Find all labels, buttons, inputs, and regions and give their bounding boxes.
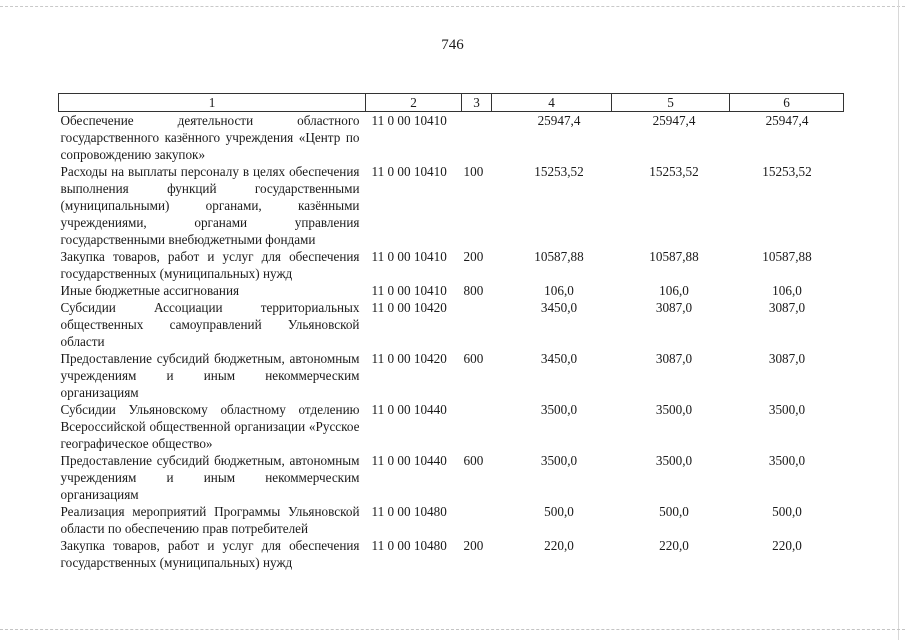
row-value-4: 220,0 bbox=[544, 538, 574, 553]
row-code: 11 0 00 10420 bbox=[371, 300, 447, 315]
row-value-4: 3500,0 bbox=[540, 453, 578, 468]
row-name: Субсидии Ульяновскому областному отделению Всероссийской общественной организации «Русское географическое общество» bbox=[60, 402, 360, 451]
row-code: 11 0 00 10480 bbox=[371, 504, 447, 519]
row-name: Предоставление субсидий бюджетным, автономным учреждениям и иным некоммерческим организациям bbox=[60, 453, 360, 502]
row-value-5: 3500,0 bbox=[655, 402, 693, 417]
table-row bbox=[59, 401, 844, 452]
row-value-5: 500,0 bbox=[659, 504, 689, 519]
row-value-5: 3087,0 bbox=[655, 300, 693, 315]
row-name: Реализация мероприятий Программы Ульяновской области по обеспечению прав потребителей bbox=[60, 504, 360, 536]
row-value-5: 3087,0 bbox=[655, 351, 693, 366]
row-value-4: 106,0 bbox=[544, 283, 574, 298]
row-expense-type: 200 bbox=[463, 249, 484, 264]
row-value-4: 3450,0 bbox=[540, 351, 578, 366]
row-value-4: 25947,4 bbox=[537, 113, 581, 128]
row-name: Закупка товаров, работ и услуг для обеспечения государственных (муниципальных) нужд bbox=[60, 249, 360, 281]
row-name: Предоставление субсидий бюджетным, автономным учреждениям и иным некоммерческим организациям bbox=[60, 351, 360, 400]
row-value-4: 3450,0 bbox=[540, 300, 578, 315]
row-code: 11 0 00 10440 bbox=[371, 402, 447, 417]
table-row bbox=[59, 282, 844, 299]
row-code: 11 0 00 10410 bbox=[371, 113, 447, 128]
header-cell-6: 6 bbox=[730, 94, 844, 112]
table-header-row bbox=[59, 94, 844, 112]
header-cell-2: 2 bbox=[366, 94, 462, 112]
header-cell-5: 5 bbox=[612, 94, 730, 112]
table-row bbox=[59, 163, 844, 248]
row-expense-type bbox=[462, 112, 492, 164]
row-name: Обеспечение деятельности областного государственного казённого учреждения «Центр по сопровождению закупок» bbox=[60, 113, 360, 162]
row-value-6: 220,0 bbox=[772, 538, 802, 553]
row-value-4: 15253,52 bbox=[534, 164, 584, 179]
row-code: 11 0 00 10410 bbox=[371, 283, 447, 298]
table-row bbox=[59, 537, 844, 571]
row-value-6: 15253,52 bbox=[762, 164, 812, 179]
row-code: 11 0 00 10410 bbox=[371, 164, 447, 179]
row-value-6: 3087,0 bbox=[768, 351, 806, 366]
table-row bbox=[59, 248, 844, 282]
header-cell-4: 4 bbox=[492, 94, 612, 112]
row-value-4: 10587,88 bbox=[534, 249, 584, 264]
row-value-6: 3500,0 bbox=[768, 402, 806, 417]
row-value-5: 15253,52 bbox=[649, 164, 699, 179]
row-expense-type bbox=[462, 401, 492, 452]
row-value-5: 25947,4 bbox=[652, 113, 696, 128]
row-expense-type: 200 bbox=[463, 538, 484, 553]
scan-edge-top bbox=[0, 6, 905, 7]
row-name: Субсидии Ассоциации территориальных общественных самоуправлений Ульяновской области bbox=[60, 300, 360, 349]
row-expense-type: 100 bbox=[463, 164, 484, 179]
row-value-4: 3500,0 bbox=[540, 402, 578, 417]
row-code: 11 0 00 10410 bbox=[371, 249, 447, 264]
row-value-6: 500,0 bbox=[772, 504, 802, 519]
header-cell-1: 1 bbox=[59, 94, 366, 112]
row-code: 11 0 00 10480 bbox=[371, 538, 447, 553]
row-expense-type bbox=[462, 503, 492, 537]
table-row bbox=[59, 503, 844, 537]
row-value-5: 3500,0 bbox=[655, 453, 693, 468]
table-row bbox=[59, 299, 844, 350]
row-name: Иные бюджетные ассигнования bbox=[60, 283, 240, 298]
row-expense-type: 800 bbox=[463, 283, 484, 298]
row-value-6: 3087,0 bbox=[768, 300, 806, 315]
row-code: 11 0 00 10440 bbox=[371, 453, 447, 468]
row-name: Закупка товаров, работ и услуг для обеспечения государственных (муниципальных) нужд bbox=[60, 538, 360, 570]
table-row bbox=[59, 112, 844, 164]
row-value-5: 220,0 bbox=[659, 538, 689, 553]
row-value-6: 25947,4 bbox=[765, 113, 809, 128]
budget-table bbox=[58, 93, 844, 571]
scan-edge-right bbox=[898, 0, 899, 640]
table-row bbox=[59, 350, 844, 401]
row-value-4: 500,0 bbox=[544, 504, 574, 519]
row-value-6: 10587,88 bbox=[762, 249, 812, 264]
row-name: Расходы на выплаты персоналу в целях обеспечения выполнения функций государственными (муниципальными) органами, казёнными учреждениями, органами управления государственными внебюджетными фондами bbox=[60, 164, 360, 247]
page-number: 746 bbox=[441, 37, 464, 53]
row-expense-type: 600 bbox=[463, 351, 484, 366]
header-cell-3: 3 bbox=[462, 94, 492, 112]
scan-edge-bottom bbox=[0, 629, 905, 630]
row-value-6: 106,0 bbox=[772, 283, 802, 298]
row-code: 11 0 00 10420 bbox=[371, 351, 447, 366]
row-value-5: 10587,88 bbox=[649, 249, 699, 264]
row-value-6: 3500,0 bbox=[768, 453, 806, 468]
row-value-5: 106,0 bbox=[659, 283, 689, 298]
row-expense-type: 600 bbox=[463, 453, 484, 468]
table-row bbox=[59, 452, 844, 503]
row-expense-type bbox=[462, 299, 492, 350]
